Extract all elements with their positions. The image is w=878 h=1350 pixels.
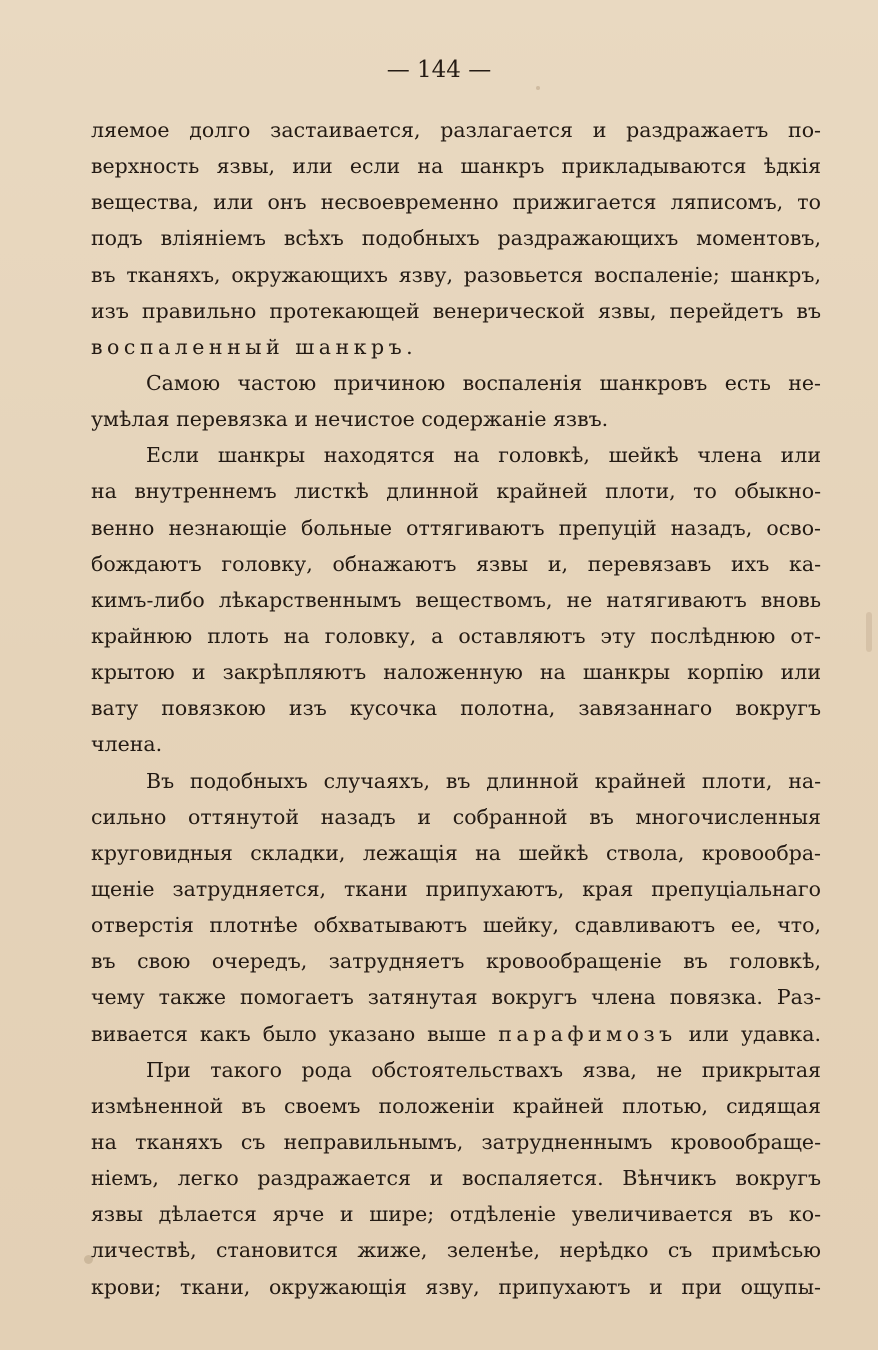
text-line-start: вивается какъ было указано выше: [91, 1021, 487, 1046]
text-line: измѣненной въ своемъ положеніи крайней плотью, сидящая: [91, 1093, 821, 1118]
text-line: изъ правильно протекающей венерической язвы, перейдетъ въ: [91, 298, 821, 323]
text-line: сильно оттянутой назадъ и собранной въ многочисленныя: [91, 804, 821, 829]
text-line: въ свою очередъ, затрудняетъ кровообращеніе въ головкѣ,: [91, 949, 821, 974]
text-line: крытою и закрѣпляютъ наложенную на шанкры корпію или: [91, 660, 821, 685]
text-line: на тканяхъ съ неправильнымъ, затрудненнымъ кровообраще-: [91, 1129, 821, 1154]
page-number: — 144 —: [386, 57, 492, 83]
text-line: кимъ-либо лѣкарственнымъ веществомъ, не натягиваютъ вновь: [91, 587, 821, 612]
text-line: щеніе затрудняется, ткани припухаютъ, края препуціальнаго: [91, 876, 821, 901]
text-line: верхность язвы, или если на шанкръ прикладываются ѣдкія: [91, 154, 821, 179]
text-line: на внутреннемъ листкѣ длинной крайней плоти, то обыкно-: [91, 479, 821, 504]
paper-stain: [866, 612, 872, 652]
paper-stain: [536, 86, 540, 90]
text-line: Если шанкры находятся на головкѣ, шейкѣ члена или: [146, 443, 821, 468]
text-line: личествѣ, становится жиже, зеленѣе, нерѣдко съ примѣсью: [91, 1238, 821, 1263]
text-line: Самою частою причиною воспаленія шанкровъ есть не-: [146, 370, 821, 395]
text-line: чему также помогаетъ затянутая вокругъ члена повязка. Раз-: [91, 985, 821, 1010]
text-line: вату повязкою изъ кусочка полотна, завязаннаго вокругъ: [91, 696, 821, 721]
text-line: воспаленный шанкръ.: [91, 334, 418, 359]
text-line: умѣлая перевязка и нечистое содержаніе язвъ.: [91, 407, 609, 432]
text-line: подъ вліяніемъ всѣхъ подобныхъ раздражающихъ моментовъ,: [91, 226, 821, 251]
text-line: отверстія плотнѣе обхватываютъ шейку, сдавливаютъ ее, что,: [91, 913, 821, 938]
text-line: въ тканяхъ, окружающихъ язву, разовьется воспаленіе; шанкръ,: [91, 262, 821, 287]
text-line: бождаютъ головку, обнажаютъ язвы и, перевязавъ ихъ ка-: [91, 551, 821, 576]
text-line: члена.: [91, 732, 163, 757]
text-line: [91, 1016, 821, 1052]
text-line: ляемое долго застаивается, разлагается и раздражаетъ по-: [91, 118, 821, 142]
text-line: язвы дѣлается ярче и шире; отдѣленіе увеличивается въ ко-: [91, 1202, 821, 1227]
text-line: Въ подобныхъ случаяхъ, въ длинной крайней плоти, на-: [146, 768, 821, 793]
text-line: крови; ткани, окружающія язву, припухаютъ и при ощупы-: [91, 1274, 821, 1299]
emphasized-term: парафимозъ: [498, 1021, 677, 1046]
text-line: венно незнающіе больные оттягиваютъ препуцій назадъ, осво-: [91, 515, 821, 540]
text-line: круговидныя складки, лежащія на шейкѣ ствола, кровообра-: [91, 840, 821, 865]
text-line-end: или удавка.: [688, 1021, 821, 1046]
text-line: вещества, или онъ несвоевременно прижигается ляписомъ, то: [91, 190, 821, 215]
text-line: При такого рода обстоятельствахъ язва, не прикрытая: [146, 1057, 821, 1082]
text-line: ніемъ, легко раздражается и воспаляется. Вѣнчикъ вокругъ: [91, 1166, 821, 1191]
body-text: [91, 112, 821, 1305]
text-line: крайнюю плоть на головку, а оставляютъ эту послѣднюю от-: [91, 623, 821, 648]
